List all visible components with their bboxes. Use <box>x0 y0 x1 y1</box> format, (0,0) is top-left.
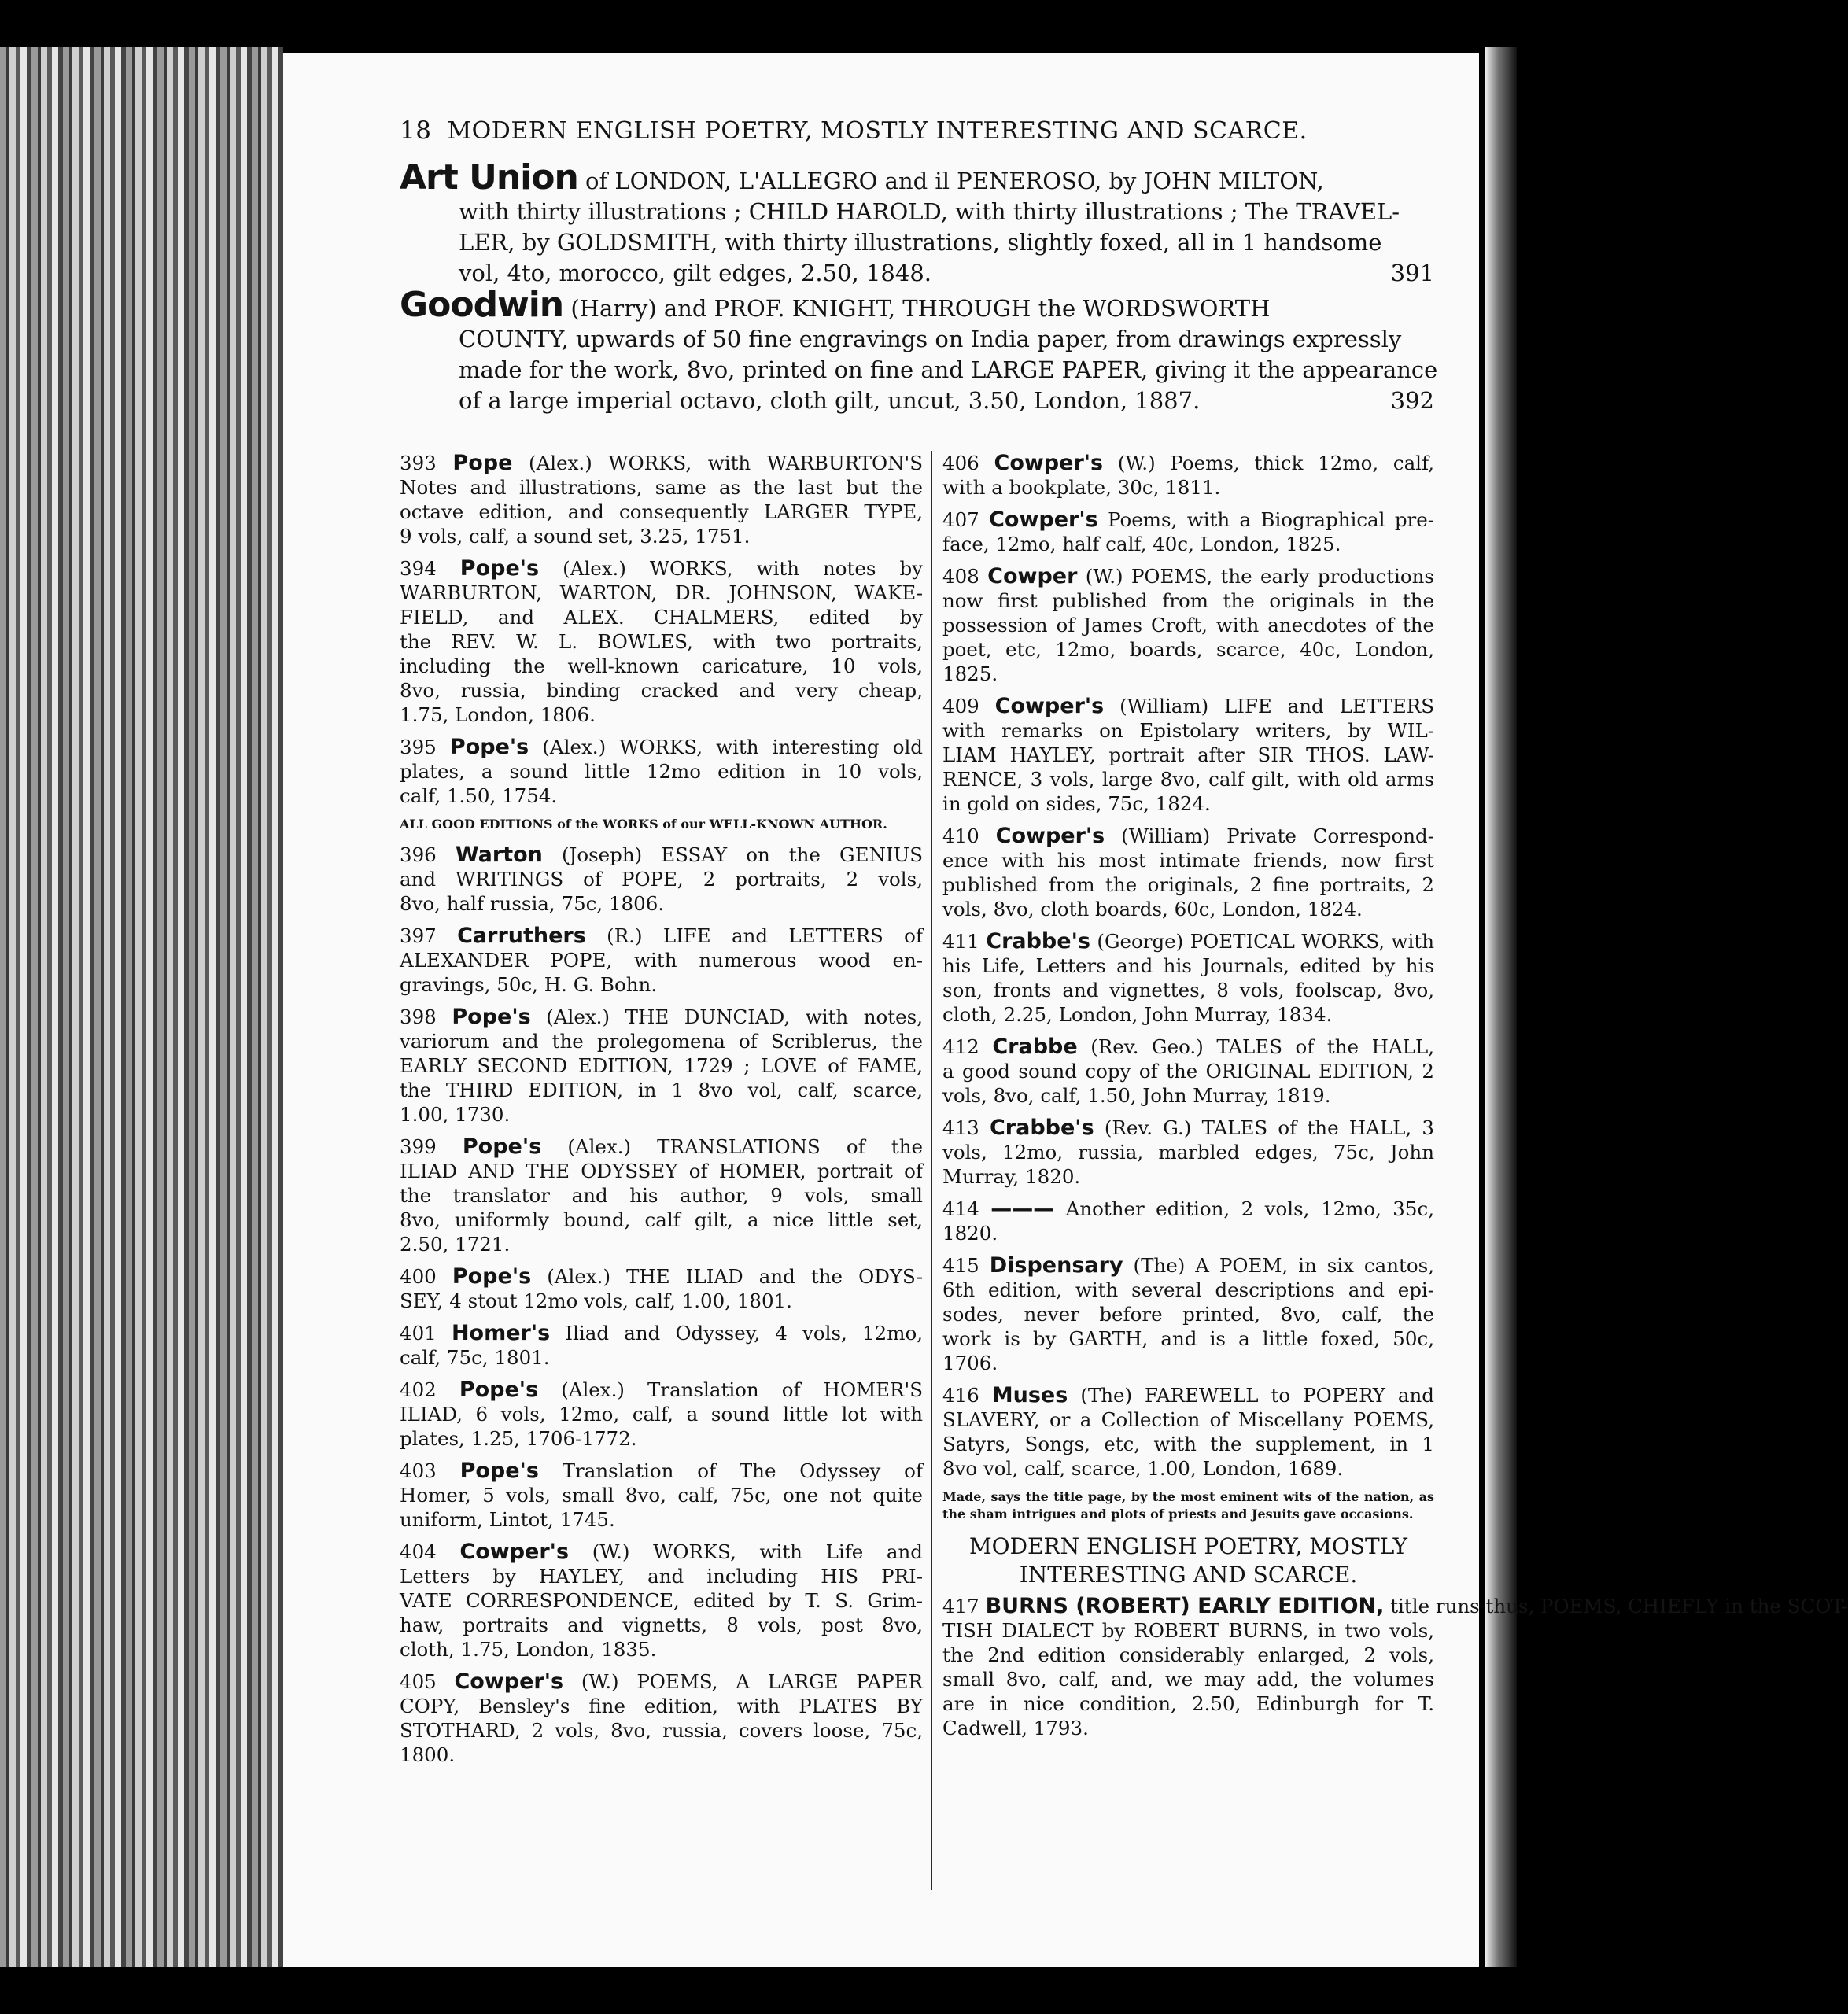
entry-heading: Dispensary <box>989 1253 1123 1278</box>
book-page-edges <box>0 47 283 1967</box>
entry-number: 403 <box>400 1459 437 1482</box>
entry-number: 393 <box>400 452 437 474</box>
entry-heading: Cowper's <box>994 451 1104 475</box>
entry-heading: Pope <box>452 451 513 475</box>
entry-number: 400 <box>400 1265 437 1288</box>
catalogue-entry: 405 Cowper's (W.) POEMS, A LARGE PAPER COPY, Bensley's fine edition, with PLATES BY STOTHARD, 2 vols, 8vo, russia, covers loose, 75c, 1800. <box>400 1669 923 1766</box>
entry-number: 402 <box>400 1378 437 1401</box>
entry-heading: Goodwin <box>400 285 564 325</box>
entry-heading: Pope's <box>462 1134 542 1159</box>
entry-heading: Pope's <box>459 556 540 581</box>
entry-heading: Cowper's <box>994 694 1105 718</box>
catalogue-entry: 406 Cowper's (W.) Poems, thick 12mo, calf, with a bookplate, 30c, 1811. <box>942 451 1434 499</box>
entry-number: 399 <box>400 1135 437 1158</box>
catalogue-entry: 399 Pope's (Alex.) TRANSLATIONS of the ILIAD AND THE ODYSSEY of HOMER, portrait of the translator and his author, 9 vols, small 8vo, uniformly bound, calf gilt, a nice little set, 2.50, 1721. <box>400 1134 923 1256</box>
entry-heading: Pope's <box>459 1459 539 1483</box>
page-number: 18 <box>400 116 432 145</box>
running-head <box>400 116 1422 145</box>
section-heading: MODERN ENGLISH POETRY, MOSTLY INTERESTING AND SCARCE. <box>968 1533 1408 1588</box>
entry-number: 411 <box>942 930 979 953</box>
entry-number: 416 <box>942 1384 979 1407</box>
entry-heading: Carruthers <box>457 924 586 948</box>
entry-number: 392 <box>1390 387 1434 414</box>
catalogue-entry: 416 Muses (The) FAREWELL to POPERY and SLAVERY, or a Collection of Miscellany POEMS, Satyrs, Songs, etc, with the supplement, in 1 8vo vol, calf, scarce, 1.00, London, 1689. <box>942 1383 1434 1480</box>
entry-heading: Pope's <box>449 735 529 759</box>
column-rule <box>931 451 932 1890</box>
catalogue-entry: 417 BURNS (ROBERT) EARLY EDITION, title runs thus, POEMS, CHIEFLY in the SCOT- TISH DIALECT by ROBERT BURNS, in two vols, the 2nd edition considerably enlarged, 2 vols, small 8vo, calf, and, we may add, the volumes are in nice condition, 2.50, Edinburgh for T. Cadwell, 1793. <box>942 1594 1848 1739</box>
entry-heading: Cowper <box>987 564 1078 588</box>
entry-heading: Pope's <box>459 1378 539 1402</box>
entry-heading: Crabbe <box>992 1035 1078 1059</box>
entry-number: 396 <box>400 843 437 866</box>
entry-number: 408 <box>942 565 979 588</box>
entry-number: 412 <box>942 1035 979 1058</box>
catalogue-entry: 403 Pope's Translation of The Odyssey of Homer, 5 vols, small 8vo, calf, 75c, one not quite uniform, Lintot, 1745. <box>400 1459 923 1531</box>
catalogue-entry: 407 Cowper's Poems, with a Biographical pre- face, 12mo, half calf, 40c, London, 1825. <box>942 507 1434 555</box>
entry-heading: Muses <box>991 1383 1068 1407</box>
entry-heading: Warton <box>455 843 543 867</box>
lead-entry-goodwin: Goodwin (Harry) and PROF. KNIGHT, THROUGH the WORDSWORTH COUNTY, upwards of 50 fine engravings on India paper, from drawings expressly made for the work, 8vo, printed on fine and LARGE PAPER, giving it the appearance of a large imperial octavo, cloth gilt, uncut, 3.50, London, 1887. 392 <box>400 290 1434 416</box>
catalogue-entry: 404 Cowper's (W.) WORKS, with Life and Letters by HAYLEY, and including HIS PRI- VATE CORRESPONDENCE, edited by T. S. Grim- haw, portraits and vignetts, 8 vols, post 8vo, cloth, 1.75, London, 1835. <box>400 1540 923 1661</box>
right-column <box>942 451 1848 1748</box>
catalogue-entry: 414 ——— Another edition, 2 vols, 12mo, 35c, 1820. <box>942 1197 1434 1245</box>
running-head-title: MODERN ENGLISH POETRY, MOSTLY INTERESTING AND SCARCE. <box>447 117 1308 145</box>
entry-number: 415 <box>942 1254 979 1277</box>
catalogue-entry: 410 Cowper's (William) Private Correspond- ence with his most intimate friends, now first published from the originals, 2 fine portraits, 2 vols, 8vo, cloth boards, 60c, London, 1824. <box>942 824 1434 920</box>
catalogue-note: Made, says the title page, by the most eminent wits of the nation, as the sham intrigues and plots of priests and Jesuits gave occasions. <box>942 1489 1434 1522</box>
entry-number: 413 <box>942 1116 979 1139</box>
catalogue-entry: 401 Homer's Iliad and Odyssey, 4 vols, 12mo, calf, 75c, 1801. <box>400 1321 923 1369</box>
entry-number: 391 <box>1390 260 1434 286</box>
catalogue-entry: 415 Dispensary (The) A POEM, in six cantos, 6th edition, with several descriptions and epi- sodes, never before printed, 8vo, calf, the work is by GARTH, and is a little foxed, 50c, 1706. <box>942 1253 1434 1374</box>
catalogue-entry: 394 Pope's (Alex.) WORKS, with notes by WARBURTON, WARTON, DR. JOHNSON, WAKE- FIELD, and ALEX. CHALMERS, edited by the REV. W. L. BOWLES, with two portraits, including the well-known caricature, 10 vols, 8vo, russia, binding cracked and very cheap, 1.75, London, 1806. <box>400 556 923 726</box>
book-edge-right <box>1485 47 1517 1967</box>
entry-number: 401 <box>400 1322 437 1345</box>
entry-number: 405 <box>400 1670 437 1693</box>
catalogue-entry: 400 Pope's (Alex.) THE ILIAD and the ODYS- SEY, 4 stout 12mo vols, calf, 1.00, 1801. <box>400 1264 923 1312</box>
entry-heading: ——— <box>990 1197 1055 1221</box>
entry-number: 407 <box>942 508 979 531</box>
entry-heading: Homer's <box>451 1321 551 1345</box>
catalogue-entry: 402 Pope's (Alex.) Translation of HOMER'S ILIAD, 6 vols, 12mo, calf, a sound little lot with plates, 1.25, 1706-1772. <box>400 1378 923 1450</box>
catalogue-entry: 413 Crabbe's (Rev. G.) TALES of the HALL, 3 vols, 12mo, russia, marbled edges, 75c, John Murray, 1820. <box>942 1116 1434 1188</box>
catalogue-entry: 408 Cowper (W.) POEMS, the early productions now first published from the originals in the possession of James Croft, with anecdotes of the poet, etc, 12mo, boards, scarce, 40c, London, 1825. <box>942 564 1434 685</box>
catalogue-entry: 409 Cowper's (William) LIFE and LETTERS with remarks on Epistolary writers, by WIL- LIAM HAYLEY, portrait after SIR THOS. LAW- RENCE, 3 vols, large 8vo, calf gilt, with old arms in gold on sides, 75c, 1824. <box>942 694 1434 815</box>
entry-heading: Cowper's <box>454 1669 564 1694</box>
entry-heading: BURNS (ROBERT) EARLY EDITION, <box>985 1594 1385 1618</box>
entry-number: 395 <box>400 736 437 758</box>
entry-number: 397 <box>400 924 437 947</box>
entry-number: 394 <box>400 557 437 580</box>
catalogue-page <box>283 53 1848 1967</box>
entry-heading: Pope's <box>452 1264 532 1289</box>
entry-number: 404 <box>400 1540 437 1563</box>
entry-number: 406 <box>942 452 979 474</box>
catalogue-entry: 412 Crabbe (Rev. Geo.) TALES of the HALL, a good sound copy of the ORIGINAL EDITION, 2 vols, 8vo, calf, 1.50, John Murray, 1819. <box>942 1035 1434 1107</box>
entry-number: 414 <box>942 1197 979 1220</box>
catalogue-entry: 397 Carruthers (R.) LIFE and LETTERS of ALEXANDER POPE, with numerous wood en- gravings, 50c, H. G. Bohn. <box>400 924 923 996</box>
catalogue-entry: 398 Pope's (Alex.) THE DUNCIAD, with notes, variorum and the prolegomena of Scriblerus, the EARLY SECOND EDITION, 1729 ; LOVE of FAME, the THIRD EDITION, in 1 8vo vol, calf, scarce, 1.00, 1730. <box>400 1005 924 1126</box>
entry-heading: Crabbe's <box>989 1116 1094 1140</box>
catalogue-note: ALL GOOD EDITIONS of the WORKS of our WELL-KNOWN AUTHOR. <box>400 817 887 832</box>
entry-heading: Cowper's <box>995 824 1105 848</box>
catalogue-entry: 411 Crabbe's (George) POETICAL WORKS, with his Life, Letters and his Journals, edited by his son, fronts and vignettes, 8 vols, foolscap, 8vo, cloth, 2.25, London, John Murray, 1834. <box>942 929 1434 1026</box>
entry-heading: Pope's <box>452 1005 531 1029</box>
catalogue-entry: 396 Warton (Joseph) ESSAY on the GENIUS and WRITINGS of POPE, 2 portraits, 2 vols, 8vo, half russia, 75c, 1806. <box>400 843 923 915</box>
left-column <box>400 451 923 1775</box>
entry-number: 409 <box>942 695 979 717</box>
catalogue-entry: 395 Pope's (Alex.) WORKS, with interesting old plates, a sound little 12mo edition in 10 vols, calf, 1.50, 1754. <box>400 735 923 807</box>
entry-number: 398 <box>400 1005 437 1028</box>
entry-heading: Cowper's <box>459 1540 570 1564</box>
catalogue-entry: 393 Pope (Alex.) WORKS, with WARBURTON'S Notes and illustrations, same as the last but the octave edition, and consequently LARGER TYPE, 9 vols, calf, a sound set, 3.25, 1751. <box>400 451 923 548</box>
entry-heading: Cowper's <box>989 507 1098 532</box>
entry-number: 410 <box>942 824 979 847</box>
entry-heading: Art Union <box>400 157 578 197</box>
lead-entry-art-union: Art Union of LONDON, L'ALLEGRO and il PENEROSO, by JOHN MILTON, with thirty illustrations ; CHILD HAROLD, with thirty illustrations ; The TRAVEL- LER, by GOLDSMITH, with thirty illustrations, slightly foxed, all in 1 handsome vol, 4to, morocco, gilt edges, 2.50, 1848. 391 <box>400 162 1434 289</box>
entry-heading: Crabbe's <box>986 929 1090 954</box>
entry-number: 417 <box>942 1595 979 1617</box>
